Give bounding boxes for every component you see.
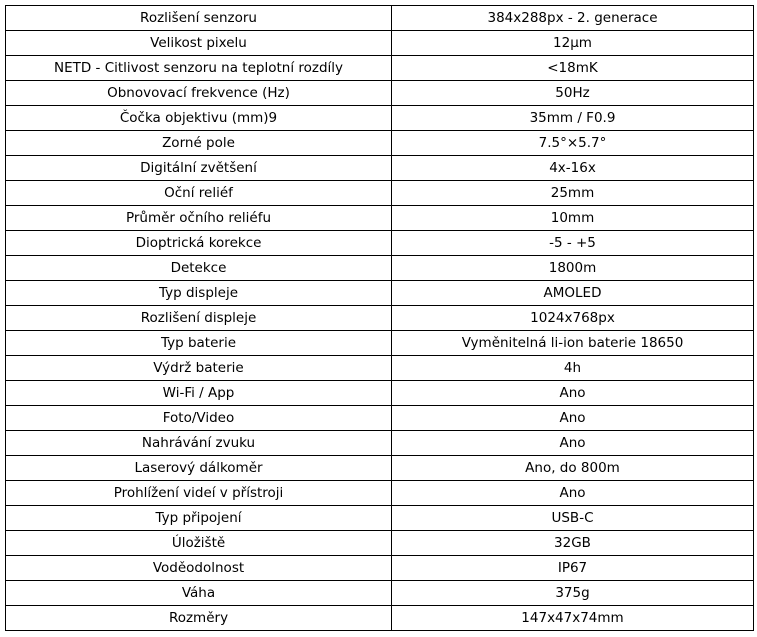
table-row [6, 6, 754, 31]
spec-label: Digitální zvětšení [6, 156, 392, 181]
spec-label: Úložiště [6, 531, 392, 556]
table-row [6, 331, 754, 356]
table-row [6, 206, 754, 231]
spec-table [5, 5, 754, 631]
table-row [6, 306, 754, 331]
table-row [6, 131, 754, 156]
table-row [6, 456, 754, 481]
spec-label: Průměr očního reliéfu [6, 206, 392, 231]
spec-value: IP67 [392, 556, 754, 581]
spec-label: Foto/Video [6, 406, 392, 431]
table-row [6, 531, 754, 556]
spec-value: AMOLED [392, 281, 754, 306]
spec-value: USB-C [392, 506, 754, 531]
spec-table-body [6, 6, 754, 631]
spec-value: Ano [392, 406, 754, 431]
table-row [6, 156, 754, 181]
table-row [6, 481, 754, 506]
spec-label: Dioptrická korekce [6, 231, 392, 256]
spec-label: Zorné pole [6, 131, 392, 156]
table-row [6, 256, 754, 281]
spec-value: 4x-16x [392, 156, 754, 181]
spec-label: Typ displeje [6, 281, 392, 306]
spec-label: Výdrž baterie [6, 356, 392, 381]
spec-label: Oční reliéf [6, 181, 392, 206]
spec-value: 147x47x74mm [392, 606, 754, 631]
spec-value: 25mm [392, 181, 754, 206]
spec-label: Wi-Fi / App [6, 381, 392, 406]
spec-label: Typ baterie [6, 331, 392, 356]
table-row [6, 606, 754, 631]
spec-value: 375g [392, 581, 754, 606]
table-row [6, 231, 754, 256]
spec-label: Rozlišení senzoru [6, 6, 392, 31]
spec-value: 12μm [392, 31, 754, 56]
table-row [6, 181, 754, 206]
spec-value: Vyměnitelná li-ion baterie 18650 [392, 331, 754, 356]
spec-label: Velikost pixelu [6, 31, 392, 56]
spec-label: Rozlišení displeje [6, 306, 392, 331]
spec-value: 35mm / F0.9 [392, 106, 754, 131]
spec-value: 1800m [392, 256, 754, 281]
spec-value: 50Hz [392, 81, 754, 106]
table-row [6, 556, 754, 581]
spec-value: 7.5°×5.7° [392, 131, 754, 156]
spec-label: Váha [6, 581, 392, 606]
spec-value: Ano, do 800m [392, 456, 754, 481]
table-row [6, 56, 754, 81]
spec-value: 32GB [392, 531, 754, 556]
spec-label: Laserový dálkoměr [6, 456, 392, 481]
table-row [6, 406, 754, 431]
spec-label: Nahrávání zvuku [6, 431, 392, 456]
spec-label: NETD - Citlivost senzoru na teplotní rozdíly [6, 56, 392, 81]
spec-label: Voděodolnost [6, 556, 392, 581]
table-row [6, 281, 754, 306]
table-row [6, 431, 754, 456]
spec-label: Prohlížení videí v přístroji [6, 481, 392, 506]
spec-label: Rozměry [6, 606, 392, 631]
table-row [6, 31, 754, 56]
spec-value: -5 - +5 [392, 231, 754, 256]
spec-value: 384x288px - 2. generace [392, 6, 754, 31]
table-row [6, 581, 754, 606]
spec-label: Čočka objektivu (mm)9 [6, 106, 392, 131]
spec-label: Obnovovací frekvence (Hz) [6, 81, 392, 106]
spec-value: Ano [392, 431, 754, 456]
table-row [6, 106, 754, 131]
spec-value: Ano [392, 481, 754, 506]
spec-value: Ano [392, 381, 754, 406]
spec-value: 1024x768px [392, 306, 754, 331]
spec-value: <18mK [392, 56, 754, 81]
table-row [6, 81, 754, 106]
table-row [6, 356, 754, 381]
table-row [6, 381, 754, 406]
spec-value: 4h [392, 356, 754, 381]
spec-label: Detekce [6, 256, 392, 281]
table-row [6, 506, 754, 531]
spec-value: 10mm [392, 206, 754, 231]
spec-label: Typ připojení [6, 506, 392, 531]
